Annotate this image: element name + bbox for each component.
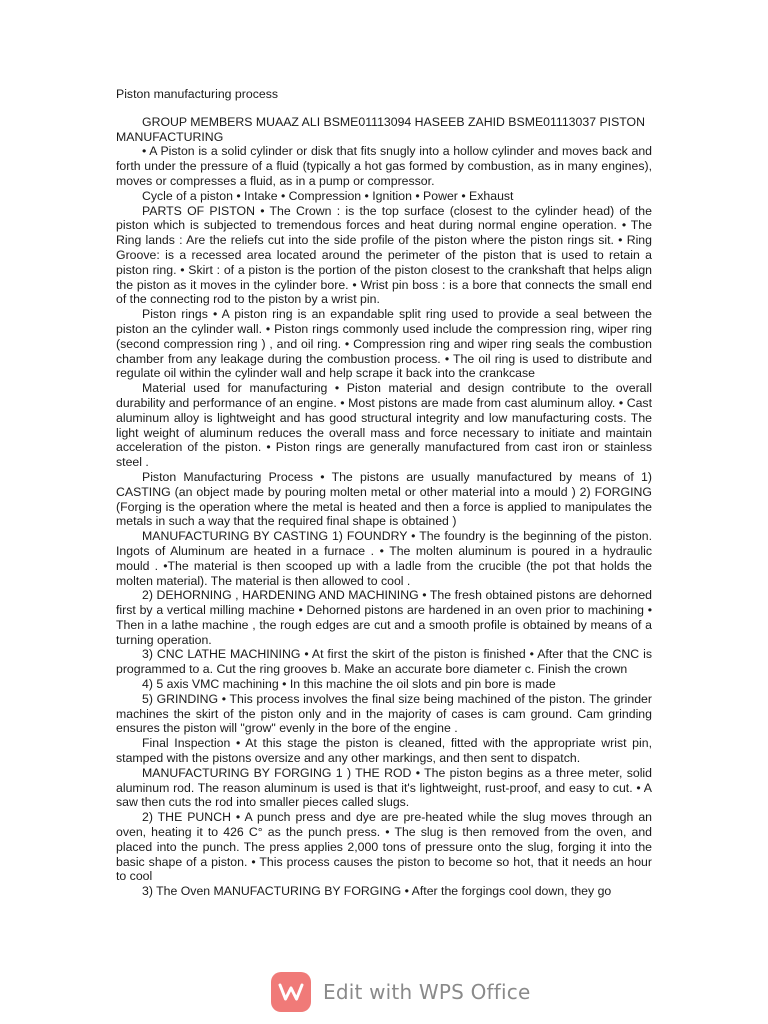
final-inspection-paragraph: Final Inspection • At this stage the piston is cleaned, fitted with the appropriate wrist pin, stamped with the pistons oversize and any other markings, and then sent to dispatch. bbox=[116, 736, 652, 766]
edit-with-wps-button[interactable] bbox=[271, 972, 530, 1012]
wps-logo-icon bbox=[271, 972, 311, 1012]
parts-of-piston-paragraph: PARTS OF PISTON • The Crown : is the top surface (closest to the cylinder head) of the piston which is subjected to tremendous forces and heat during normal engine operation. • The Ring lands : Are the reliefs cut into the side profile of the piston where the piston rings sit. • Ring Groove: is a recessed area located around the perimeter of the piston that is used to retain a piston ring. • Skirt : of a piston is the portion of the piston closest to the crankshaft that helps align the piston as it moves in the cylinder bore. • Wrist pin boss : is a bore that connects the small end of the connecting rod to the piston by a wrist pin. bbox=[116, 203, 652, 307]
vmc-machining-paragraph: 4) 5 axis VMC machining • In this machine the oil slots and pin bore is made bbox=[142, 677, 556, 692]
manufacturing-process-paragraph: Piston Manufacturing Process • The pistons are usually manufactured by means of 1) CASTING (an object made by pouring molten metal or other material into a mould ) 2) FORGING (Forging is the operation where the metal is heated and then a force is applied to manipulates the metals in such a way that the required final shape is obtained ) bbox=[116, 469, 652, 529]
dehorning-paragraph: 2) DEHORNING , HARDENING AND MACHINING • The fresh obtained pistons are dehorned first by a vertical milling machine • Dehorned pistons are hardened in an oven prior to machining • Then in a lathe machine , the rough edges are cut and a smooth profile is obtained by means of a turning operation. bbox=[116, 588, 652, 647]
document-title: Piston manufacturing process bbox=[116, 87, 278, 101]
piston-definition-paragraph: • A Piston is a solid cylinder or disk that fits snugly into a hollow cylinder and moves back and forth under the pressure of a fluid (typically a hot gas formed by combustion, as in many engines), moves or compresses a fluid, as in a pump or compressor. bbox=[116, 144, 652, 188]
grinding-paragraph: 5) GRINDING • This process involves the final size being machined of the piston. The grinder machines the skirt of the piston only and in the majority of cases is cam ground. Cam grinding ensures the piston will "grow" evenly in the bore of the engine . bbox=[116, 691, 652, 736]
edit-with-wps-label: Edit with WPS Office bbox=[323, 980, 531, 1004]
forging-rod-paragraph: MANUFACTURING BY FORGING 1 ) THE ROD • The piston begins as a three meter, solid aluminum rod. The reason aluminum is used is that it's lightweight, rust-proof, and easy to cut. • A saw then cuts the rod into smaller pieces called slugs. bbox=[116, 765, 652, 810]
forging-oven-paragraph: 3) The Oven MANUFACTURING BY FORGING • After the forgings cool down, they go bbox=[142, 884, 612, 899]
piston-rings-paragraph: Piston rings • A piston ring is an expandable split ring used to provide a seal between the piston an the cylinder wall. • Piston rings commonly used include the compression ring, wiper ring (second compression ring ) , and oil ring. • Compression ring and wiper ring seals the combustion chamber from any leakage during the combustion process. • The oil ring is used to distribute and regulate oil within the cylinder wall and help scrape it back into the crankcase bbox=[116, 307, 652, 381]
casting-foundry-paragraph: MANUFACTURING BY CASTING 1) FOUNDRY • The foundry is the beginning of the piston. Ingots of Aluminum are heated in a furnace . • The molten aluminum is poured in a hydraulic mould . •The material is then scooped up with a ladle from the crucible (the pot that holds the molten material). The material is then allowed to cool . bbox=[116, 529, 652, 588]
group-members-paragraph: GROUP MEMBERS MUAAZ ALI BSME01113094 HASEEB ZAHID BSME01113037 PISTON MANUFACTURING bbox=[116, 114, 646, 144]
piston-cycle-paragraph: Cycle of a piston • Intake • Compression • Ignition • Power • Exhaust bbox=[142, 188, 514, 203]
document-page bbox=[116, 87, 652, 899]
forging-punch-paragraph: 2) THE PUNCH • A punch press and dye are pre-heated while the slug moves through an oven, heating it to 426 C° as the punch press. • The slug is then removed from the oven, and placed into the punch. The press applies 2,000 tons of pressure onto the slug, forging it into the basic shape of a piston. • This process causes the piston to become so hot, that it needs an hour to cool bbox=[116, 810, 652, 884]
materials-paragraph: Material used for manufacturing • Piston material and design contribute to the overall durability and performance of an engine. • Most pistons are made from cast aluminum alloy. • Cast aluminum alloy is lightweight and has good structural integrity and low manufacturing costs. The light weight of aluminum reduces the overall mass and force necessary to initiate and maintain acceleration of the piston. • Piston rings are generally manufactured from cast iron or stainless steel . bbox=[116, 381, 652, 470]
cnc-lathe-paragraph: 3) CNC LATHE MACHINING • At first the skirt of the piston is finished • After that the CNC is programmed to a. Cut the ring grooves b. Make an accurate bore diameter c. Finish the crown bbox=[116, 647, 652, 677]
